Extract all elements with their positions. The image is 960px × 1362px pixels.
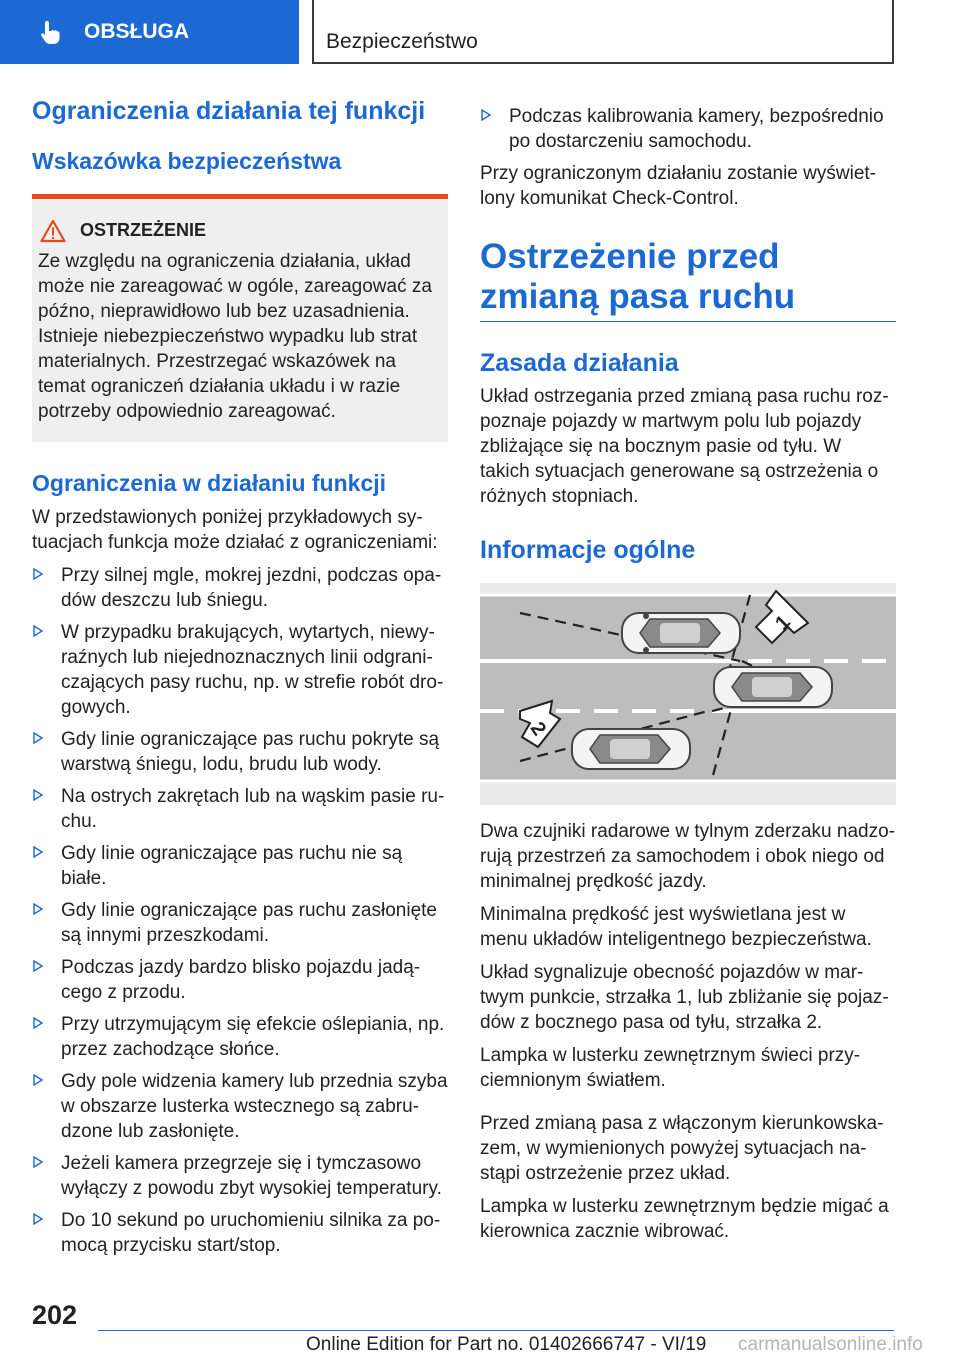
section-title-box — [312, 0, 894, 64]
warning-box — [32, 194, 448, 442]
limits-list-continued — [480, 104, 896, 154]
hand-pointer-icon — [38, 19, 64, 45]
arrow-1-label: 1 — [771, 611, 795, 635]
limits-intro: W przedstawionych poniżej przykładowych sytuacjach funkcja może działać z ograniczeniami: — [32, 507, 438, 554]
section-title: Bezpieczeństwo — [326, 30, 478, 53]
right-column — [480, 96, 896, 1244]
list-item: Do 10 sekund po uruchomieniu silnika za pomocą przycisku start/stop. — [32, 1208, 448, 1258]
warning-header — [38, 219, 440, 243]
triangle-bullet-icon — [32, 902, 44, 916]
paragraph-warning: Przed zmianą pasa z włączonym kierunkowskazem, w wymienionych powyżej sytuacjach nastąpi ostrzeżenie przez układ. — [480, 1112, 884, 1184]
limits-heading: Ograniczenia w działaniu funkcji — [32, 469, 387, 496]
list-item: Gdy pole widzenia kamery lub przednia szyba w obszarze lusterka wstecznego są zabrudzone lub zasłonięte. — [32, 1069, 448, 1144]
warning-text: Ze względu na ograniczenia działania, układ może nie zareagować w ogóle, zareagować za późno, nieprawidłowo lub bez uzasadnienia. Istnieje niebezpieczeństwo wypadku lub strat materialnych. Przestrzegać wskazówek na temat ograniczeń działania układu i w razie potrzeby odpowiednio zareagować. — [38, 250, 432, 422]
general-heading: Informacje ogólne — [480, 535, 696, 564]
triangle-bullet-icon — [32, 1073, 44, 1087]
safety-heading: Wskazówka bezpieczeństwa — [32, 148, 342, 174]
section-tab-label: OBSŁUGA — [84, 20, 189, 43]
list-item: W przypadku brakujących, wytartych, niewyraźnych lub niejednoznacznych linii odgraniczających pasy ruchu, np. w strefie robót drogowych. — [32, 620, 448, 720]
paragraph-min-speed: Minimalna prędkość jest wyświetlana jest w menu układów inteligentnego bezpieczeństwa. — [480, 903, 872, 950]
warning-triangle-icon — [40, 219, 66, 243]
paragraph-lamp-blink: Lampka w lusterku zewnętrznym będzie migać a kierownica zacznie wibrować. — [480, 1195, 889, 1242]
list-item: Podczas kalibrowania kamery, bezpośrednio po dostarczeniu samochodu. — [480, 104, 896, 154]
triangle-bullet-icon — [32, 624, 44, 638]
lane-change-illustration — [480, 583, 896, 805]
edition-text: Online Edition for Part no. 01402666747 - VI/19 — [306, 1334, 707, 1355]
list-item: Przy silnej mgle, mokrej jezdni, podczas opadów deszczu lub śniegu. — [32, 563, 448, 613]
lane-change-figure — [480, 583, 896, 805]
footer-rule — [98, 1330, 894, 1331]
principle-text: Układ ostrzegania przed zmianą pasa ruchu rozpoznaje pojazdy w martwym polu lub pojazdy zbliżające się na bocznym pasie od tyłu. W takich sytuacjach generowane są ostrzeżenia o różnych stopniach. — [480, 385, 889, 507]
car-lower — [572, 729, 690, 769]
lane-change-title: Ostrzeżenie przed zmianą pasa ruchu — [480, 237, 796, 316]
list-item: Gdy linie ograniczające pas ruchu zasłonięte są innymi przeszkodami. — [32, 898, 448, 948]
triangle-bullet-icon — [32, 788, 44, 802]
car-own — [714, 667, 832, 707]
warning-label: OSTRZEŻENIE — [80, 220, 207, 241]
triangle-bullet-icon — [32, 1212, 44, 1226]
list-item: Na ostrych zakrętach lub na wąskim pasie ruchu. — [32, 784, 448, 834]
left-column — [32, 96, 448, 1265]
triangle-bullet-icon — [32, 731, 44, 745]
triangle-bullet-icon — [32, 845, 44, 859]
list-item: Jeżeli kamera przegrzeje się i tymczasowo wyłączy z powodu zbyt wysokiej temperatury. — [32, 1151, 448, 1201]
limits-list — [32, 563, 448, 1258]
list-item: Gdy linie ograniczające pas ruchu nie są białe. — [32, 841, 448, 891]
list-item: Podczas jazdy bardzo blisko pojazdu jadącego z przodu. — [32, 955, 448, 1005]
principle-heading: Zasada działania — [480, 348, 679, 377]
triangle-bullet-icon — [32, 1155, 44, 1169]
paragraph-radar: Dwa czujniki radarowe w tylnym zderzaku nadzorują przestrzeń za samochodem i obok niego od minimalnej prędkość jazdy. — [480, 820, 895, 892]
limits-title: Ograniczenia działania tej funkcji — [32, 97, 426, 125]
watermark-text: carmanualsonline.info — [738, 1334, 923, 1355]
triangle-bullet-icon — [32, 567, 44, 581]
check-control-text: Przy ograniczonym działaniu zostanie wyświetlony komunikat Check-Control. — [480, 163, 876, 209]
page-number: 202 — [32, 1300, 78, 1330]
triangle-bullet-icon — [480, 108, 492, 122]
paragraph-lamp-dim: Lampka w lusterku zewnętrznym świeci przyciemnionym światłem. — [480, 1044, 861, 1091]
arrow-2-label: 2 — [525, 717, 551, 740]
triangle-bullet-icon — [32, 1016, 44, 1030]
list-item: Przy utrzymującym się efekcie oślepiania, np. przez zachodzące słońce. — [32, 1012, 448, 1062]
list-item: Gdy linie ograniczające pas ruchu pokryte są warstwą śniegu, lodu, brudu lub wody. — [32, 727, 448, 777]
section-tab[interactable] — [0, 0, 299, 64]
car-upper — [622, 613, 740, 653]
triangle-bullet-icon — [32, 959, 44, 973]
title-rule — [480, 321, 896, 322]
paragraph-signal: Układ sygnalizuje obecność pojazdów w martwym punkcie, strzałka 1, lub zbliżanie się pojazdów z bocznego pasa od tyłu, strzałka 2. — [480, 961, 889, 1033]
